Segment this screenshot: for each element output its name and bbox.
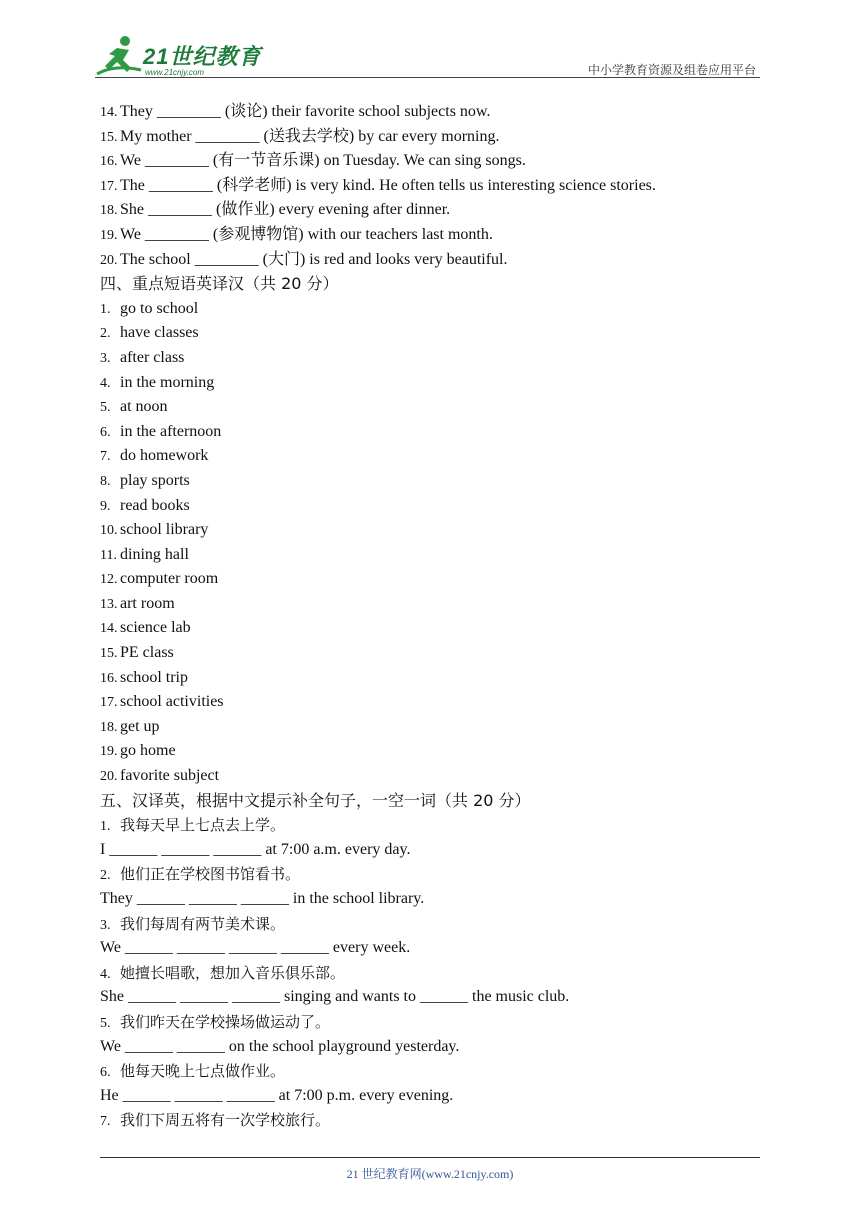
- exercise-line: [100, 592, 760, 617]
- exercise-line: [100, 985, 760, 1010]
- item-number: 19.: [100, 227, 118, 243]
- item-number: 14.: [100, 621, 118, 637]
- item-number: 2.: [100, 326, 111, 342]
- exercise-line: [100, 223, 760, 248]
- item-number: 20.: [100, 769, 118, 785]
- exercise-line: [100, 764, 760, 789]
- item-number: 8.: [100, 473, 111, 489]
- item-number: 17.: [100, 695, 118, 711]
- item-number: 19.: [100, 744, 118, 760]
- exercise-line: [100, 567, 760, 592]
- item-text: go home: [120, 742, 176, 760]
- item-text: have classes: [120, 324, 199, 342]
- footer-text: 21 世纪教育网(www.21cnjy.com): [346, 1167, 514, 1181]
- item-text: do homework: [120, 447, 209, 465]
- item-text: PE class: [120, 644, 174, 662]
- exercise-line: [100, 494, 760, 519]
- item-number: 13.: [100, 596, 118, 612]
- item-number: 18.: [100, 203, 118, 219]
- item-text: dining hall: [120, 545, 189, 563]
- item-number: 4.: [100, 966, 111, 982]
- item-number: 15.: [100, 129, 118, 145]
- exercise-line: [100, 1108, 760, 1133]
- exercise-line: [100, 174, 760, 199]
- item-text: They ______ ______ ______ in the school library.: [100, 890, 425, 907]
- item-text: The school ________ (大门) is red and looks very beautiful.: [120, 250, 508, 268]
- exercise-line: [100, 420, 760, 445]
- exercise-line: [100, 1059, 760, 1084]
- page-header: [95, 30, 760, 78]
- exercise-line: [100, 149, 760, 174]
- item-number: 2.: [100, 868, 111, 884]
- item-number: 5.: [100, 400, 111, 416]
- exercise-line: [100, 543, 760, 568]
- item-text: after class: [120, 348, 185, 366]
- item-text: She ________ (做作业) every evening after dinner.: [120, 201, 451, 219]
- item-text: She ______ ______ ______ singing and wants to ______ the music club.: [100, 988, 570, 1006]
- item-text: We ________ (参观博物馆) with our teachers last month.: [120, 225, 493, 243]
- item-text: go to school: [120, 299, 199, 317]
- item-text: I ______ ______ ______ at 7:00 a.m. every day.: [100, 840, 411, 858]
- item-text: in the morning: [120, 373, 215, 391]
- item-number: 6.: [100, 424, 111, 440]
- item-number: 4.: [100, 375, 111, 391]
- section-heading: [100, 272, 760, 297]
- item-text: computer room: [120, 570, 219, 588]
- item-number: 18.: [100, 719, 118, 735]
- item-number: 6.: [100, 1065, 111, 1081]
- item-text: at noon: [120, 398, 168, 416]
- section-heading: [100, 789, 760, 814]
- item-number: 17.: [100, 178, 118, 194]
- item-number: 1.: [100, 301, 111, 317]
- exercise-line: [100, 666, 760, 691]
- logo-text: 21世纪教育: [143, 44, 262, 69]
- exercise-line: [100, 346, 760, 371]
- item-number: 11.: [100, 547, 117, 563]
- item-text: school activities: [120, 693, 224, 711]
- exercise-line: [100, 297, 760, 322]
- site-logo: [95, 34, 265, 78]
- item-number: 16.: [100, 670, 118, 686]
- item-text: school library: [120, 521, 209, 539]
- exercise-line: [100, 1084, 760, 1109]
- item-text: 我们下周五将有一次学校旅行。: [120, 1111, 331, 1130]
- item-text: 四、重点短语英译汉（共 20 分）: [100, 274, 339, 294]
- item-text: 他每天晚上七点做作业。: [120, 1062, 286, 1081]
- item-text: read books: [120, 496, 190, 514]
- item-text: The ________ (科学老师) is very kind. He often tells us interesting science stories.: [120, 176, 656, 194]
- item-text: 她擅长唱歌，想加入音乐俱乐部。: [120, 963, 346, 982]
- header-divider: [95, 77, 760, 78]
- exercise-line: [100, 936, 760, 961]
- item-text: get up: [120, 717, 160, 735]
- footer-divider: [100, 1157, 760, 1158]
- exercise-line: [100, 912, 760, 937]
- item-text: We ______ ______ ______ ______ every week.: [100, 939, 411, 957]
- exercise-line: [100, 395, 760, 420]
- item-number: 10.: [100, 523, 118, 539]
- exercise-line: [100, 518, 760, 543]
- item-number: 7.: [100, 449, 111, 465]
- exercise-line: [100, 862, 760, 887]
- exercise-line: [100, 1010, 760, 1035]
- item-text: 五、汉译英，根据中文提示补全句子，一空一词（共 20 分）: [100, 790, 531, 810]
- logo-url: www.21cnjy.com: [145, 68, 204, 77]
- item-number: 3.: [100, 917, 111, 933]
- item-text: favorite subject: [120, 767, 220, 785]
- item-number: 15.: [100, 646, 118, 662]
- exercise-line: [100, 887, 760, 912]
- exercise-line: [100, 198, 760, 223]
- item-number: 1.: [100, 819, 111, 835]
- exercise-line: [100, 838, 760, 863]
- item-number: 9.: [100, 498, 111, 514]
- item-text: 他们正在学校图书馆看书。: [120, 865, 301, 884]
- platform-name: 中小学教育资源及组卷应用平台: [587, 63, 756, 77]
- exercise-line: [100, 715, 760, 740]
- exercise-line: [100, 321, 760, 346]
- item-text: in the afternoon: [120, 422, 222, 440]
- exercise-line: [100, 371, 760, 396]
- item-number: 12.: [100, 572, 118, 588]
- item-text: 我每天早上七点去上学。: [120, 816, 286, 835]
- exercise-line: [100, 739, 760, 764]
- item-text: My mother ________ (送我去学校) by car every morning.: [120, 127, 500, 145]
- exercise-line: [100, 1035, 760, 1060]
- item-number: 14.: [100, 105, 118, 120]
- exercise-line: [100, 100, 760, 125]
- exercise-line: [100, 641, 760, 666]
- item-text: 我们昨天在学校操场做运动了。: [120, 1012, 331, 1031]
- item-text: art room: [120, 594, 175, 612]
- exercise-line: [100, 616, 760, 641]
- item-text: We ________ (有一节音乐课) on Tuesday. We can sing songs.: [120, 152, 526, 170]
- exercise-line: [100, 813, 760, 838]
- item-number: 16.: [100, 154, 118, 170]
- exercise-line: [100, 248, 760, 273]
- runner-icon: [95, 34, 143, 78]
- item-text: 我们每周有两节美术课。: [120, 914, 286, 933]
- item-text: play sports: [120, 471, 190, 489]
- item-number: 5.: [100, 1015, 111, 1031]
- item-text: We ______ ______ on the school playground yesterday.: [100, 1037, 460, 1055]
- item-number: 20.: [100, 252, 118, 268]
- item-text: They ________ (谈论) their favorite school subjects now.: [120, 103, 491, 120]
- exercise-line: [100, 125, 760, 150]
- exercise-line: [100, 444, 760, 469]
- item-text: science lab: [120, 619, 191, 637]
- exercise-line: [100, 961, 760, 986]
- item-text: school trip: [120, 668, 188, 686]
- exercise-line: [100, 690, 760, 715]
- item-text: He ______ ______ ______ at 7:00 p.m. every evening.: [100, 1086, 454, 1104]
- exercise-line: [100, 469, 760, 494]
- item-number: 3.: [100, 350, 111, 366]
- item-number: 7.: [100, 1114, 111, 1130]
- worksheet-content: [100, 100, 760, 1133]
